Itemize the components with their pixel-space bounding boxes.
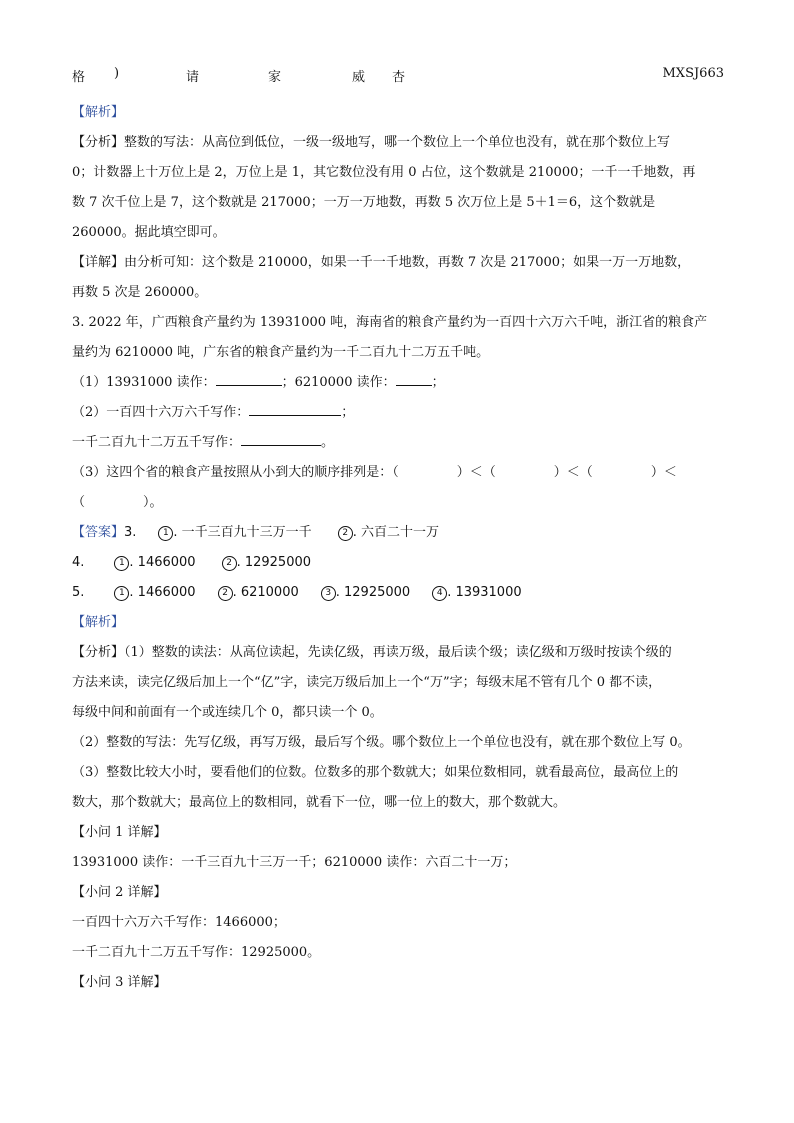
- part-text: ）＜（: [456, 465, 496, 480]
- header-word: 格: [72, 70, 86, 85]
- answer-blank[interactable]: [216, 371, 282, 386]
- header-code: MXSJ663: [662, 66, 724, 81]
- analysis-tag: 【解析】: [72, 105, 125, 120]
- question-stem: 量约为 6210000 吨，广东省的粮食产量约为一千二百九十二万五千吨。: [72, 345, 490, 360]
- answer-value: . 六百二十一万: [352, 525, 439, 540]
- header-word: ): [114, 66, 120, 81]
- paragraph-line: 13931000 读作：一千三百九十三万一千；6210000 读作：六百二十一万；: [72, 855, 517, 870]
- paragraph-line: （2）整数的写法：先写亿级，再写万级，最后写个级。哪个数位上一个单位也没有，就在那个数位上写 0。: [72, 735, 691, 750]
- answer-value: . 一千三百九十三万一千: [173, 525, 312, 540]
- answer-value: . 12925000: [236, 555, 312, 570]
- part-text: ）。: [143, 495, 163, 510]
- document-body: [72, 98, 732, 998]
- question-part-3-cont: [72, 488, 732, 518]
- part-text: （2）一百四十六万六千写作：: [72, 405, 250, 420]
- question-part-2: [72, 398, 732, 428]
- paragraph-line: 再数 5 次是 260000。: [72, 285, 208, 300]
- page-header: [72, 66, 724, 86]
- circled-number: 2: [338, 526, 353, 541]
- circled-number: 1: [114, 586, 129, 601]
- paragraph-line: 数大，那个数就大；最高位上的数相同，就看下一位，哪一位上的数大，那个数就大。: [72, 795, 567, 810]
- subquestion-tag: 【小问 3 详解】: [72, 975, 167, 990]
- question-part-1: [72, 368, 732, 398]
- section-analysis: [72, 98, 732, 128]
- analysis-text: 整数的写法：从高位到低位，一级一级地写，哪一个数位上一个单位也没有，就在那个数位上写: [124, 135, 671, 150]
- part-text: ）＜（: [553, 465, 593, 480]
- section-analysis: [72, 608, 732, 638]
- answer-row: [72, 518, 732, 548]
- circled-number: 4: [432, 586, 447, 601]
- part-text: （1）13931000 读作：: [72, 375, 216, 390]
- analysis-text: （1）整数的读法：从高位读起，先读亿级，再读万级，最后读个级；读亿级和万级时按读个级的: [124, 645, 672, 660]
- answer-value: . 13931000: [447, 585, 522, 600]
- answer-tag: 【答案】: [72, 525, 125, 540]
- part-text: ；: [341, 405, 355, 420]
- paragraph-line: 0；计数器上十万位上是 2，万位上是 1，其它数位没有用 0 占位，这个数就是 210000；一千一千地数，再: [72, 165, 696, 180]
- answer-blank[interactable]: [396, 371, 432, 386]
- paragraph-line: 每级中间和前面有一个或连续几个 0，都只读一个 0。: [72, 705, 383, 720]
- circled-number: 1: [158, 526, 173, 541]
- question-part-2b: [72, 428, 732, 458]
- question-part-3: [72, 458, 732, 488]
- header-word: 杏: [392, 70, 406, 85]
- part-text: ）＜: [650, 465, 677, 480]
- header-word: 请: [186, 70, 200, 85]
- paragraph-line: 方法来读，读完亿级后加上一个“亿”字，读完万级后加上一个“万”字；每级末尾不管有几个 0 都不读，: [72, 675, 662, 690]
- header-word: 威: [352, 70, 366, 85]
- paragraph-line: 一千二百九十二万五千写作：12925000。: [72, 945, 321, 960]
- detail-text: 由分析可知：这个数是 210000，如果一千一千地数，再数 7 次是 217000；如果一万一万地数，: [124, 255, 691, 270]
- circled-number: 3: [321, 586, 336, 601]
- paragraph-line: 一百四十六万六千写作：1466000；: [72, 915, 286, 930]
- analysis-tag: 【解析】: [72, 615, 125, 630]
- subquestion-tag: 【小问 1 详解】: [72, 825, 167, 840]
- answer-value: . 1466000: [129, 555, 196, 570]
- header-word: 家: [268, 70, 282, 85]
- part-text: ；6210000 读作：: [281, 375, 396, 390]
- answer-row: [72, 578, 732, 608]
- answer-value: . 6210000: [232, 585, 299, 600]
- paragraph-line: 数 7 次千位上是 7，这个数就是 217000；一万一万地数，再数 5 次万位上是 5＋1＝6，这个数就是: [72, 195, 656, 210]
- paragraph-line: 260000。据此填空即可。: [72, 225, 226, 240]
- circled-number: 1: [114, 556, 129, 571]
- paragraph-line: （3）整数比较大小时，要看他们的位数。位数多的那个数就大；如果位数相同，就看最高位，最高位上的: [72, 765, 679, 780]
- part-text: （: [72, 495, 86, 510]
- paragraph-line: [72, 638, 732, 668]
- part-text: （3）这四个省的粮食产量按照从小到大的顺序排列是：（: [72, 465, 399, 480]
- part-text: ；: [431, 375, 445, 390]
- answer-value: . 12925000: [335, 585, 411, 600]
- answer-blank[interactable]: [249, 401, 341, 416]
- answer-row: [72, 548, 732, 578]
- answer-number: 3.: [124, 525, 137, 540]
- answer-number: 5.: [72, 585, 85, 600]
- question-stem: 3. 2022 年，广西粮食产量约为 13931000 吨，海南省的粮食产量约为一百四十六万六千吨，浙江省的粮食产: [72, 315, 708, 330]
- analysis-label: 【分析】: [72, 645, 125, 660]
- answer-value: . 1466000: [129, 585, 196, 600]
- part-text: 。: [321, 435, 335, 450]
- answer-number: 4.: [72, 555, 85, 570]
- analysis-label: 【分析】: [72, 135, 125, 150]
- subquestion-tag: 【小问 2 详解】: [72, 885, 167, 900]
- paragraph-line: [72, 128, 732, 158]
- part-text: 一千二百九十二万五千写作：: [72, 435, 242, 450]
- paragraph-line: [72, 248, 732, 278]
- detail-label: 【详解】: [72, 255, 125, 270]
- answer-blank[interactable]: [241, 431, 321, 446]
- circled-number: 2: [218, 586, 233, 601]
- circled-number: 2: [222, 556, 237, 571]
